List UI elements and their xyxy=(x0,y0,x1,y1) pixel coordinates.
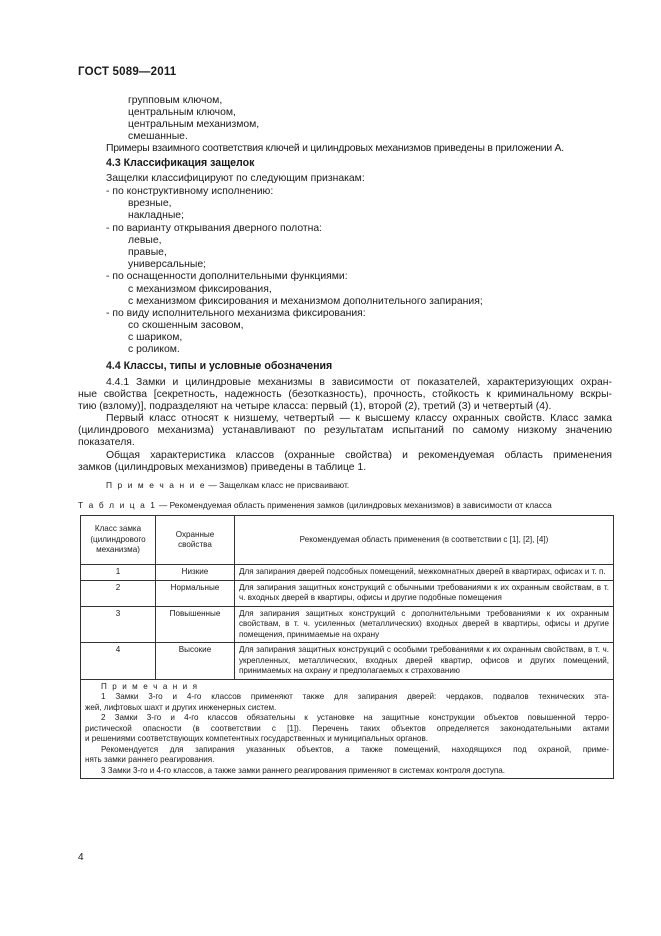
list-item: накладные; xyxy=(128,210,184,221)
list-item: с механизмом фиксирования, xyxy=(128,284,272,295)
list-item: с механизмом фиксирования и механизмом дополнительного запирания; xyxy=(128,296,483,307)
paragraph-line: Первый класс относят к низшему, четвертый — к высшему классу охранных свойств. Класс замка xyxy=(106,413,612,424)
latch-class-note: П р и м е ч а н и е — Защелкам класс не присваивают. xyxy=(106,480,350,490)
note-line: 3 Замки 3-го и 4-го классов, а также замки раннего реагирования применяют в системах контроля доступа. xyxy=(101,765,506,775)
cell-application: Для запирания защитных конструкций с дополнительными требованиями к их охранным свойствам, в т. ч. усиленных (металлических) входных дверей в квартиры, офисы и другие помещения, принимаемые на охрану xyxy=(235,606,614,643)
criterion-opening: - по варианту открывания дверного полотна: xyxy=(106,223,323,234)
cell-properties: Нормальные xyxy=(156,580,235,606)
cell-application: Для запирания дверей подсобных помещений, межкомнатных дверей в квартирах, офисах и т. п. xyxy=(235,565,614,581)
paragraph-line: ные свойства [секретность, надежность (безотказность), прочность, стойкость к криминальному вскры- xyxy=(78,389,612,400)
list-item: со скошенным засовом, xyxy=(128,320,244,331)
paragraph-line: 4.4.1 Замки и цилиндровые механизмы в зависимости от показателей, характеризующих охран- xyxy=(106,377,612,388)
cell-class: 3 xyxy=(81,606,156,643)
paragraph-line: замков (цилиндровых механизмов) приведены в таблице 1. xyxy=(78,462,367,473)
cell-class: 1 xyxy=(81,565,156,581)
table-row xyxy=(81,565,614,581)
table-header-row xyxy=(81,516,614,565)
latch-criteria-intro: Защелки классифицируют по следующим признакам: xyxy=(106,173,365,184)
list-item: с шариком, xyxy=(128,332,183,343)
cell-class: 2 xyxy=(81,580,156,606)
list-item: центральным механизмом, xyxy=(128,119,260,130)
notes-title: П р и м е ч а н и я xyxy=(101,681,199,691)
list-item: универсальные; xyxy=(128,259,207,270)
note-line: и решениями соответствующих компетентных государственных и муниципальных органов. xyxy=(85,734,429,743)
note-line: 2 Замки 3-го и 4-го классов обязательны к установке на защитные конструкции объектов повышенной терро- xyxy=(101,713,609,722)
criterion-design: - по конструктивному исполнению: xyxy=(106,186,274,197)
section-4-4-title: 4.4 Классы, типы и условные обозначения xyxy=(106,360,333,372)
cell-class: 4 xyxy=(81,643,156,680)
list-item: групповым ключом, xyxy=(128,95,223,106)
paragraph-line: тию (взлому)], подразделяют на четыре класса: первый (1), второй (2), третий (3) и четвертый (4). xyxy=(78,401,552,412)
table-row xyxy=(81,606,614,643)
table-notes xyxy=(81,679,614,779)
document-header-code: ГОСТ 5089—2011 xyxy=(78,66,177,78)
paragraph-line: Общая характеристика классов (охранные свойства) и рекомендуемая область применения xyxy=(106,450,612,461)
criterion-functions: - по оснащенности дополнительными функциями: xyxy=(106,271,348,282)
header-class: Класс замка (цилиндрового механизма) xyxy=(81,516,156,565)
lock-class-table xyxy=(80,515,614,779)
list-item: с роликом. xyxy=(128,344,180,355)
cell-properties: Повышенные xyxy=(156,606,235,643)
header-application: Рекомендуемая область применения (в соответствии с [1], [2], [4]) xyxy=(235,516,614,565)
list-item: центральным ключом, xyxy=(128,107,236,118)
list-item: врезные, xyxy=(128,198,172,209)
section-4-3-title: 4.3 Классификация защелок xyxy=(106,157,255,169)
page-number: 4 xyxy=(78,852,84,863)
note-line: нять замки раннего реагирования. xyxy=(85,755,215,764)
list-item: правые, xyxy=(128,247,167,258)
note-line: ристической опасности (в соответствии с [1]). Перечень таких объектов определяется законодательными актами xyxy=(85,723,609,733)
table-notes-row xyxy=(81,679,614,779)
table-row xyxy=(81,580,614,606)
note-line: Рекомендуется для запирания указанных объектов, а также помещений, находящихся под охраной, приме- xyxy=(101,744,609,754)
paragraph-line: (цилиндрового механизма) устанавливают по результатам испытаний по самому низкому значению xyxy=(78,425,612,436)
cell-application: Для запирания защитных конструкций с обычными требованиями к их охранным свойствам, в т. ч. входных дверей в квартиры, офисы и другие подобные помещения xyxy=(235,580,614,606)
cell-properties: Низкие xyxy=(156,565,235,581)
cell-application: Для запирания защитных конструкций с особыми требованиями к их охранным свойствам, в т. ч. укрепленных, металлических, входных дверей квартир, офисов и других помещений, принимаемых на охрану и предполагаемых к страхованию xyxy=(235,643,614,680)
paragraph-line: показателя. xyxy=(78,437,135,448)
header-properties: Охранные свойства xyxy=(156,516,235,565)
cell-properties: Высокие xyxy=(156,643,235,680)
note-line: 1 Замки 3-го и 4-го классов применяют также для запирания дверей: чердаков, подвалов технических эта- xyxy=(101,692,609,701)
table-row xyxy=(81,643,614,680)
criterion-mechanism: - по виду исполнительного механизма фиксирования: xyxy=(106,308,366,319)
table-caption: Т а б л и ц а 1 — Рекомендуемая область применения замков (цилиндровых механизмов) в зависимости от класса xyxy=(78,500,552,510)
list-item: левые, xyxy=(128,235,162,246)
list-item: смешанные. xyxy=(128,131,188,142)
appendix-reference: Примеры взаимного соответствия ключей и цилиндровых механизмов приведены в приложении А. xyxy=(106,143,564,154)
note-line: жей, лифтовых шахт и других инженерных систем. xyxy=(85,702,277,712)
